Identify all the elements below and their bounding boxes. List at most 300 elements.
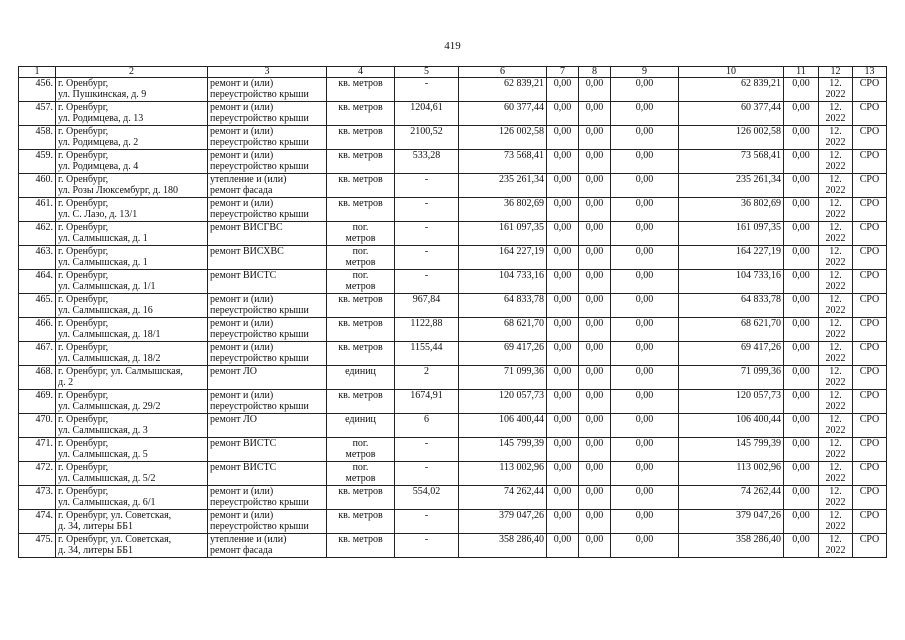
cell-total: 126 002,58 [736,126,781,137]
funds-col11-cell [784,462,819,486]
funds-col9-cell [611,390,679,414]
unit-cell [327,198,395,222]
address-cell [56,270,208,294]
cell-unit1: кв. метров [338,534,383,545]
cell-num: 468. [35,366,53,377]
table-row [19,534,887,558]
deadline-cell [819,462,853,486]
deadline-cell [819,510,853,534]
cell-year: 2022 [825,425,846,436]
cell-num: 464. [35,270,53,281]
cell-c11: 0,00 [792,270,810,281]
unit-cell [327,486,395,510]
work-type-cell [208,366,327,390]
column-number: 1 [19,67,56,78]
deadline-cell [819,270,853,294]
cell-year: 2022 [825,161,846,172]
cell-cost: 60 377,44 [504,102,544,113]
cell-c11: 0,00 [792,318,810,329]
cell-month: 12. [829,246,842,257]
cell-c9: 0,00 [635,486,654,497]
cost-cell [459,126,547,150]
cell-cost: 126 002,58 [499,126,544,137]
cell-cost: 69 417,26 [504,342,544,353]
funds-col7-cell [547,318,579,342]
cell-c7: 0,00 [553,414,572,425]
cell-method: СРО [859,486,880,497]
cell-work2: ремонт фасада [210,185,273,196]
cell-c11: 0,00 [792,462,810,473]
method-cell [853,78,887,102]
cell-c7: 0,00 [553,390,572,401]
cell-c8: 0,00 [585,78,604,89]
deadline-cell [819,534,853,558]
cell-addr2: ул. Салмышская, д. 16 [58,305,153,316]
cell-method: СРО [859,222,880,233]
method-cell [853,126,887,150]
cell-addr1: г. Оренбург, [58,294,109,305]
cell-unit1: кв. метров [338,102,383,113]
cell-month: 12. [829,462,842,473]
cell-year: 2022 [825,257,846,268]
cell-total: 73 568,41 [741,150,781,161]
cell-num: 463. [35,246,53,257]
table-row [19,270,887,294]
method-cell [853,462,887,486]
column-number: 7 [547,67,579,78]
cell-qty: 1122,88 [410,318,443,329]
cell-year: 2022 [825,473,846,484]
cost-cell [459,246,547,270]
cell-c9: 0,00 [635,390,654,401]
table-row [19,462,887,486]
cell-qty: - [424,198,429,209]
funds-col9-cell [611,534,679,558]
cell-c8: 0,00 [585,246,604,257]
cell-c9: 0,00 [635,246,654,257]
cell-work1: утепление и (или) [210,174,287,185]
column-number: 11 [784,67,819,78]
funds-col8-cell [579,198,611,222]
cell-c8: 0,00 [585,510,604,521]
row-number [19,150,56,174]
cell-work1: ремонт ВИСТС [210,462,277,473]
cell-year: 2022 [825,329,846,340]
cell-month: 12. [829,198,842,209]
cell-c9: 0,00 [635,318,654,329]
cell-total: 120 057,73 [736,390,781,401]
cell-year: 2022 [825,449,846,460]
deadline-cell [819,150,853,174]
row-number [19,486,56,510]
method-cell [853,438,887,462]
quantity-cell [395,198,459,222]
address-cell [56,78,208,102]
cell-method: СРО [859,246,880,257]
table-row [19,486,887,510]
cell-year: 2022 [825,521,846,532]
row-number [19,246,56,270]
cell-c7: 0,00 [553,510,572,521]
cell-c8: 0,00 [585,414,604,425]
work-type-cell [208,318,327,342]
funds-col9-cell [611,198,679,222]
cell-method: СРО [859,78,880,89]
deadline-cell [819,198,853,222]
address-cell [56,390,208,414]
deadline-cell [819,102,853,126]
total-cell [679,198,784,222]
row-number [19,198,56,222]
funds-col8-cell [579,462,611,486]
total-cell [679,78,784,102]
cell-c7: 0,00 [553,486,572,497]
cell-year: 2022 [825,89,846,100]
cell-c8: 0,00 [585,126,604,137]
cell-c11: 0,00 [792,342,810,353]
funds-col9-cell [611,462,679,486]
total-cell [679,510,784,534]
total-cell [679,174,784,198]
cell-unit1: пог. [352,462,369,473]
cell-c8: 0,00 [585,486,604,497]
cost-cell [459,318,547,342]
method-cell [853,198,887,222]
table-row [19,78,887,102]
cell-total: 71 099,36 [741,366,781,377]
cell-c11: 0,00 [792,174,810,185]
cell-c9: 0,00 [635,78,654,89]
work-type-cell [208,102,327,126]
cell-addr2: ул. Родимцева, д. 2 [58,137,139,148]
method-cell [853,150,887,174]
cell-addr2: ул. Салмышская, д. 6/1 [58,497,156,508]
method-cell [853,246,887,270]
funds-col7-cell [547,534,579,558]
cell-num: 470. [35,414,53,425]
cell-addr2: ул. Салмышская, д. 18/1 [58,329,161,340]
funds-col9-cell [611,246,679,270]
cell-num: 474. [35,510,53,521]
table-row [19,174,887,198]
cell-month: 12. [829,270,842,281]
address-cell [56,534,208,558]
unit-cell [327,174,395,198]
cost-cell [459,510,547,534]
cell-c8: 0,00 [585,342,604,353]
cell-addr2: ул. Родимцева, д. 13 [58,113,144,124]
cell-year: 2022 [825,281,846,292]
cell-addr1: г. Оренбург, ул. Советская, [58,534,172,545]
cell-c11: 0,00 [792,102,810,113]
cost-cell [459,174,547,198]
cell-work1: ремонт ЛО [210,366,257,377]
cell-c11: 0,00 [792,222,810,233]
funds-col9-cell [611,150,679,174]
cell-unit1: пог. [352,438,369,449]
cell-month: 12. [829,174,842,185]
cell-addr1: г. Оренбург, [58,438,109,449]
cell-c7: 0,00 [553,198,572,209]
cell-work2: переустройство крыши [210,209,309,220]
row-number [19,510,56,534]
cell-num: 458. [35,126,53,137]
address-cell [56,294,208,318]
cell-num: 471. [35,438,53,449]
cell-c8: 0,00 [585,462,604,473]
cell-c8: 0,00 [585,390,604,401]
cost-cell [459,198,547,222]
cell-qty: - [424,246,429,257]
cell-c7: 0,00 [553,102,572,113]
funds-col11-cell [784,366,819,390]
work-type-cell [208,534,327,558]
total-cell [679,366,784,390]
row-number [19,294,56,318]
funds-col9-cell [611,318,679,342]
address-cell [56,126,208,150]
total-cell [679,342,784,366]
cell-c8: 0,00 [585,102,604,113]
funds-col8-cell [579,534,611,558]
address-cell [56,198,208,222]
cell-total: 69 417,26 [741,342,781,353]
cell-cost: 358 286,40 [499,534,544,545]
total-cell [679,126,784,150]
cell-num: 465. [35,294,53,305]
cell-cost: 164 227,19 [499,246,544,257]
work-type-cell [208,222,327,246]
cell-qty: 2100,52 [410,126,443,137]
deadline-cell [819,414,853,438]
cell-qty: - [424,438,429,449]
cell-unit2: метров [345,449,376,460]
total-cell [679,534,784,558]
cell-c11: 0,00 [792,390,810,401]
cell-work1: ремонт ВИСГВС [210,222,283,233]
cell-c11: 0,00 [792,438,810,449]
cell-work1: ремонт и (или) [210,150,274,161]
row-number [19,318,56,342]
total-cell [679,222,784,246]
funds-col8-cell [579,294,611,318]
cell-work1: ремонт ВИСХВС [210,246,284,257]
cell-c7: 0,00 [553,150,572,161]
cell-work1: ремонт ЛО [210,414,257,425]
cell-work1: ремонт и (или) [210,294,274,305]
cell-work2: переустройство крыши [210,161,309,172]
funds-col11-cell [784,222,819,246]
cell-c9: 0,00 [635,366,654,377]
address-cell [56,486,208,510]
cell-work1: ремонт и (или) [210,102,274,113]
cell-addr2: ул. Салмышская, д. 1 [58,233,148,244]
cell-month: 12. [829,486,842,497]
cell-total: 161 097,35 [736,222,781,233]
cell-c11: 0,00 [792,126,810,137]
address-cell [56,414,208,438]
funds-col9-cell [611,102,679,126]
cell-unit1: кв. метров [338,342,383,353]
funds-col8-cell [579,342,611,366]
funds-col8-cell [579,390,611,414]
funds-col11-cell [784,270,819,294]
cell-month: 12. [829,366,842,377]
column-number: 12 [819,67,853,78]
cost-cell [459,534,547,558]
cell-unit1: кв. метров [338,390,383,401]
unit-cell [327,414,395,438]
work-type-cell [208,486,327,510]
cell-unit2: метров [345,257,376,268]
funds-col7-cell [547,414,579,438]
cell-cost: 62 839,21 [504,78,544,89]
funds-col8-cell [579,366,611,390]
cell-qty: 1155,44 [410,342,443,353]
funds-col11-cell [784,294,819,318]
cell-c11: 0,00 [792,510,810,521]
cell-total: 379 047,26 [736,510,781,521]
cell-addr2: ул. Салмышская, д. 1 [58,257,148,268]
funds-col7-cell [547,222,579,246]
quantity-cell [395,150,459,174]
cell-method: СРО [859,510,880,521]
cell-method: СРО [859,198,880,209]
cost-cell [459,390,547,414]
cell-c9: 0,00 [635,150,654,161]
cost-cell [459,222,547,246]
cell-method: СРО [859,126,880,137]
cell-addr2: д. 34, литеры ББ1 [58,545,133,556]
cell-qty: 554,02 [412,486,441,497]
row-number [19,438,56,462]
quantity-cell [395,534,459,558]
cell-c7: 0,00 [553,126,572,137]
cell-addr1: г. Оренбург, [58,198,109,209]
cell-year: 2022 [825,185,846,196]
cell-c11: 0,00 [792,534,810,545]
total-cell [679,486,784,510]
total-cell [679,318,784,342]
funds-col8-cell [579,510,611,534]
cell-c7: 0,00 [553,294,572,305]
cell-total: 104 733,16 [736,270,781,281]
column-number: 6 [459,67,547,78]
quantity-cell [395,438,459,462]
funds-col7-cell [547,126,579,150]
cell-num: 456. [35,78,53,89]
cell-c7: 0,00 [553,78,572,89]
total-cell [679,150,784,174]
cell-method: СРО [859,318,880,329]
cell-addr1: г. Оренбург, [58,486,109,497]
deadline-cell [819,294,853,318]
cell-total: 164 227,19 [736,246,781,257]
cell-addr1: г. Оренбург, [58,222,109,233]
cell-method: СРО [859,534,880,545]
unit-cell [327,510,395,534]
cell-month: 12. [829,102,842,113]
funds-col11-cell [784,318,819,342]
cell-cost: 145 799,39 [499,438,544,449]
funds-col7-cell [547,390,579,414]
cost-cell [459,294,547,318]
cell-num: 462. [35,222,53,233]
cell-unit1: пог. [352,222,369,233]
cell-c8: 0,00 [585,198,604,209]
unit-cell [327,462,395,486]
cell-addr1: г. Оренбург, [58,174,109,185]
cell-work2: переустройство крыши [210,137,309,148]
row-number [19,222,56,246]
quantity-cell [395,174,459,198]
cell-addr1: г. Оренбург, [58,390,109,401]
cell-work1: ремонт ВИСТС [210,270,277,281]
cell-addr2: ул. Салмышская, д. 3 [58,425,148,436]
total-cell [679,438,784,462]
unit-cell [327,390,395,414]
cell-c7: 0,00 [553,270,572,281]
cell-month: 12. [829,126,842,137]
cell-addr2: ул. Салмышская, д. 29/2 [58,401,161,412]
funds-col7-cell [547,270,579,294]
deadline-cell [819,342,853,366]
cell-qty: 967,84 [412,294,441,305]
cell-cost: 36 802,69 [504,198,544,209]
deadline-cell [819,366,853,390]
cell-qty: 2 [424,366,429,377]
method-cell [853,342,887,366]
funds-col11-cell [784,414,819,438]
cell-num: 469. [35,390,53,401]
funds-col9-cell [611,438,679,462]
cell-total: 113 002,96 [736,462,781,473]
funds-col8-cell [579,174,611,198]
cell-unit1: пог. [352,270,369,281]
row-number [19,390,56,414]
cell-work2: переустройство крыши [210,89,309,100]
cost-cell [459,150,547,174]
cell-c8: 0,00 [585,150,604,161]
cell-num: 467. [35,342,53,353]
cell-c11: 0,00 [792,150,810,161]
cell-c7: 0,00 [553,366,572,377]
cell-c11: 0,00 [792,246,810,257]
quantity-cell [395,486,459,510]
funds-col8-cell [579,438,611,462]
cell-qty: - [424,78,429,89]
cell-num: 460. [35,174,53,185]
address-cell [56,342,208,366]
cell-year: 2022 [825,545,846,556]
cell-unit1: единиц [345,414,376,425]
method-cell [853,318,887,342]
cell-total: 358 286,40 [736,534,781,545]
cell-month: 12. [829,222,842,233]
unit-cell [327,246,395,270]
cell-addr2: д. 2 [58,377,74,388]
funds-col11-cell [784,510,819,534]
cell-unit1: кв. метров [338,198,383,209]
column-number: 2 [56,67,208,78]
unit-cell [327,294,395,318]
cell-c9: 0,00 [635,270,654,281]
quantity-cell [395,126,459,150]
cell-addr1: г. Оренбург, [58,342,109,353]
cell-c9: 0,00 [635,222,654,233]
table-row [19,198,887,222]
work-type-cell [208,294,327,318]
